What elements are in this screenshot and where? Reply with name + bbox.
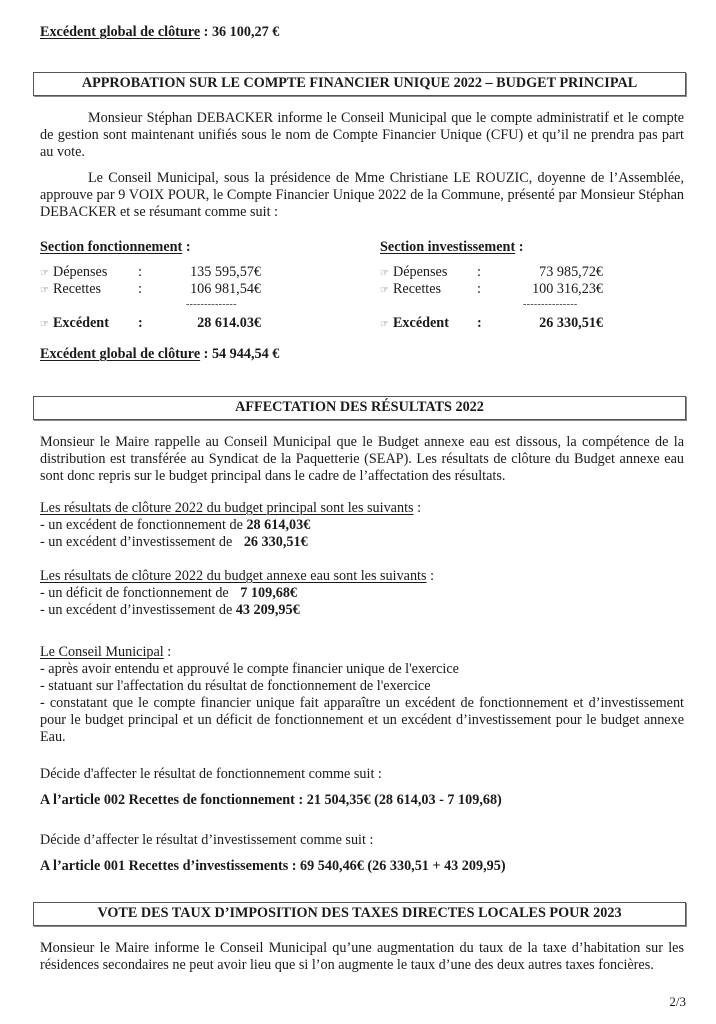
conseil-item: - statuant sur l'affectation du résultat de fonctionnement de l'exercice [40, 678, 431, 694]
fonctionnement-row-recettes [40, 281, 300, 298]
row-colon: : [138, 281, 142, 297]
line-text: - un excédent d’investissement de [40, 602, 236, 618]
section-heading-taux: VOTE DES TAUX D’IMPOSITION DES TAXES DIRECTES LOCALES POUR 2023 [33, 902, 686, 926]
decision-fonctionnement-intro: Décide d'affecter le résultat de fonctionnement comme suit : [40, 766, 382, 782]
decision-fonctionnement: A l’article 002 Recettes de fonctionnement : 21 504,35€ (28 614,03 - 7 109,68) [40, 792, 502, 808]
row-colon: : [138, 315, 143, 331]
conseil-block [40, 644, 684, 746]
principal-line-fonctionnement [40, 517, 421, 534]
row-label: Recettes [52, 281, 102, 297]
investissement-title [380, 239, 523, 256]
conseil-title-colon: : [163, 644, 172, 660]
principal-results [40, 500, 421, 551]
top-global-surplus-label: Excédent global de clôture [40, 24, 201, 40]
row-colon: : [477, 264, 481, 280]
row-value: 100 316,23€ [532, 281, 603, 297]
sum-separator: -------------- [186, 299, 237, 310]
section-heading-affectation: AFFECTATION DES RÉSULTATS 2022 [33, 396, 686, 420]
conseil-title: Le Conseil Municipal [40, 644, 164, 660]
investissement-title-colon: : [515, 239, 524, 255]
pointing-hand-icon: ☞ [380, 319, 389, 330]
decision-investissement-intro: Décide d’affecter le résultat d’investissement comme suit : [40, 832, 374, 848]
line-text: - un excédent de fonctionnement de [40, 517, 247, 533]
pointing-hand-icon: ☞ [380, 285, 389, 296]
top-global-surplus-value: : 36 100,27 € [200, 24, 280, 40]
investissement-row-excedent [380, 315, 640, 332]
fonctionnement-row-excedent [40, 315, 300, 332]
principal-results-title: Les résultats de clôture 2022 du budget principal sont les suivants [40, 500, 414, 516]
investissement-table [380, 264, 640, 344]
fonctionnement-title-colon: : [182, 239, 191, 255]
row-colon: : [477, 315, 482, 331]
annexe-results [40, 568, 434, 619]
pointing-hand-icon: ☞ [380, 268, 389, 279]
principal-results-colon: : [413, 500, 422, 516]
affectation-intro: Monsieur le Maire rappelle au Conseil Municipal que le Budget annexe eau est dissous, la compétence de la distribution est transférée au Syndicat de la Paquetterie (SEAP). Les résultats de clôture du Budget annexe eau sont donc repris sur le budget principal dans le cadre de l’affectation des résultats. [40, 434, 684, 484]
cfu-paragraph-1: Monsieur Stéphan DEBACKER informe le Conseil Municipal que le compte administratif et le compte de gestion sont maintenant unifiés sous le nom de Compte Financier Unique (CFU) et qu’il ne prendra pas part au vote. [40, 110, 684, 160]
fonctionnement-title [40, 239, 191, 256]
section-heading-cfu: APPROBATION SUR LE COMPTE FINANCIER UNIQUE 2022 – BUDGET PRINCIPAL [33, 72, 686, 96]
cfu-global-surplus-value: : 54 944,54 € [200, 346, 280, 362]
cfu-global-surplus-label: Excédent global de clôture [40, 346, 201, 362]
fonctionnement-title-text: Section fonctionnement [40, 239, 183, 255]
fonctionnement-row-depenses [40, 264, 300, 281]
pointing-hand-icon: ☞ [40, 285, 49, 296]
cfu-global-surplus [40, 346, 279, 363]
conseil-item: - après avoir entendu et approuvé le compte financier unique de l'exercice [40, 661, 459, 677]
row-label: Recettes [392, 281, 442, 297]
page-number: 2/3 [669, 994, 686, 1009]
line-text: - un déficit de fonctionnement de [40, 585, 233, 601]
line-value: 26 330,51€ [243, 534, 308, 550]
row-colon: : [138, 264, 142, 280]
sum-separator: --------------- [523, 299, 578, 310]
decision-investissement: A l’article 001 Recettes d’investissements : 69 540,46€ (26 330,51 + 43 209,95) [40, 858, 506, 874]
annexe-results-title: Les résultats de clôture 2022 du budget annexe eau sont les suivants [40, 568, 427, 584]
row-value: 73 985,72€ [539, 264, 603, 280]
fonctionnement-table [40, 264, 300, 344]
row-label: Dépenses [392, 264, 448, 280]
top-global-surplus [40, 24, 279, 41]
row-label: Dépenses [52, 264, 108, 280]
row-value: 28 614.03€ [197, 315, 261, 331]
investissement-title-text: Section investissement [380, 239, 516, 255]
row-label: Excédent [392, 315, 449, 331]
row-colon: : [477, 281, 481, 297]
pointing-hand-icon: ☞ [40, 319, 49, 330]
line-value: 7 109,68€ [240, 585, 298, 601]
investissement-row-recettes [380, 281, 640, 298]
line-value: 28 614,03€ [246, 517, 311, 533]
taux-paragraph: Monsieur le Maire informe le Conseil Municipal qu’une augmentation du taux de la taxe d’habitation sur les résidences secondaires ne peut avoir lieu que si l’on augmente le taux d’une des deux autres taxes foncières. [40, 940, 684, 973]
principal-line-investissement [40, 534, 421, 551]
line-text: - un excédent d’investissement de [40, 534, 236, 550]
annexe-results-colon: : [426, 568, 435, 584]
annexe-line-fonctionnement [40, 585, 434, 602]
cfu-paragraph-2: Le Conseil Municipal, sous la présidence de Mme Christiane LE ROUZIC, doyenne de l’Assemblée, approuve par 9 VOIX POUR, le Compte Financier Unique 2022 de la Commune, présenté par Monsieur Stéphan DEBACKER et se résumant comme suit : [40, 170, 684, 220]
conseil-item: - constatant que le compte financier unique fait apparaître un excédent de fonctionnement et d’investissement pour le budget principal et un déficit de fonctionnement et un excédent d’investissement pour le budget annexe Eau. [40, 695, 684, 745]
pointing-hand-icon: ☞ [40, 268, 49, 279]
row-value: 26 330,51€ [539, 315, 603, 331]
row-label: Excédent [52, 315, 109, 331]
row-value: 135 595,57€ [190, 264, 261, 280]
row-value: 106 981,54€ [190, 281, 261, 297]
investissement-row-depenses [380, 264, 640, 281]
annexe-line-investissement [40, 602, 434, 619]
line-value: 43 209,95€ [235, 602, 300, 618]
